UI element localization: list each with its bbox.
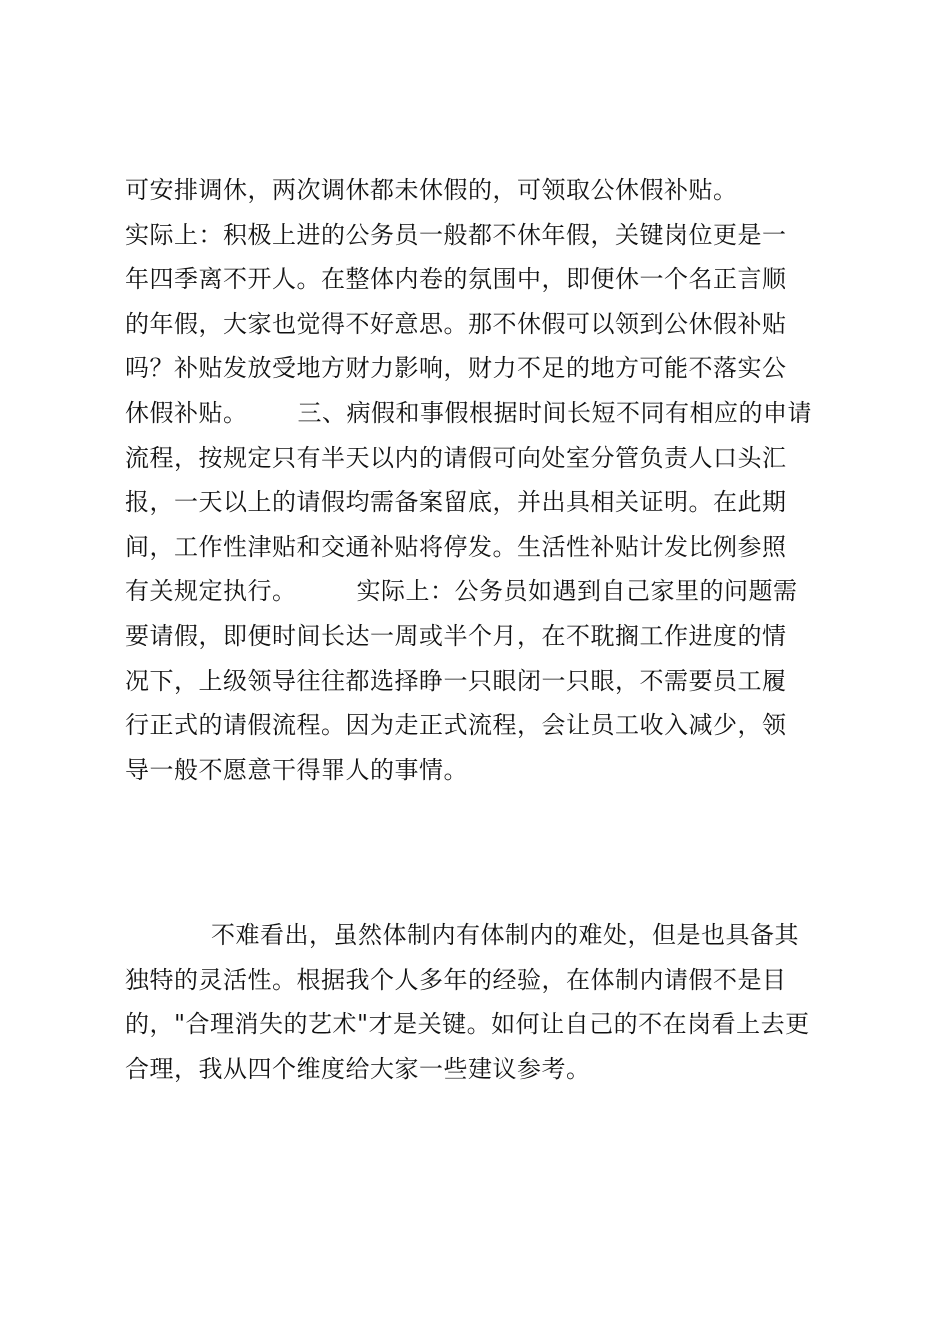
body-text-block-1 xyxy=(125,168,835,792)
text-line: 要请假，即便时间长达一周或半个月，在不耽搁工作进度的情 xyxy=(125,621,787,650)
text-segment: 有关规定执行。 xyxy=(125,577,297,606)
text-line: 年四季离不开人。在整体内卷的氛围中，即便休一个名正言顺 xyxy=(125,265,787,294)
text-line: 独特的灵活性。根据我个人多年的经验，在体制内请假不是目 xyxy=(125,965,787,994)
text-line: 合理，我从四个维度给大家一些建议参考。 xyxy=(125,1054,591,1083)
text-line: 的年假，大家也觉得不好意思。那不休假可以领到公休假补贴 xyxy=(125,309,787,338)
text-line: 导一般不愿意干得罪人的事情。 xyxy=(125,755,468,784)
text-line-mixed xyxy=(125,569,835,614)
text-line-mixed xyxy=(125,391,835,436)
body-text-block-2 xyxy=(125,913,835,1091)
text-segment: 不难看出，虽然体制内有体制内的难处，但是也具备其 xyxy=(211,921,799,949)
text-line: 流程，按规定只有半天以内的请假可向处室分管负责人口头汇 xyxy=(125,443,787,472)
text-segment: 三、病假和事假根据时间长短不同有相应的申请 xyxy=(297,398,812,427)
text-line: 行正式的请假流程。因为走正式流程，会让员工收入减少，领 xyxy=(125,711,787,740)
text-line: 间，工作性津贴和交通补贴将停发。生活性补贴计发比例参照 xyxy=(125,532,787,561)
text-line: 的，"合理消失的艺术"才是关键。如何让自己的不在岗看上去更 xyxy=(125,1010,810,1039)
text-line: 实际上：积极上进的公务员一般都不休年假，关键岗位更是一 xyxy=(125,220,787,249)
text-line: 可安排调休，两次调休都未休假的，可领取公休假补贴。 xyxy=(125,176,738,204)
text-segment: 实际上：公务员如遇到自己家里的问题需 xyxy=(356,577,798,606)
text-line-indented xyxy=(125,913,835,958)
text-line: 报，一天以上的请假均需备案留底，并出具相关证明。在此期 xyxy=(125,488,787,517)
text-line: 吗？补贴发放受地方财力影响，财力不足的地方可能不落实公 xyxy=(125,354,787,383)
text-segment: 休假补贴。 xyxy=(125,398,248,427)
text-line: 况下，上级领导往往都选择睁一只眼闭一只眼，不需要员工履 xyxy=(125,666,787,695)
